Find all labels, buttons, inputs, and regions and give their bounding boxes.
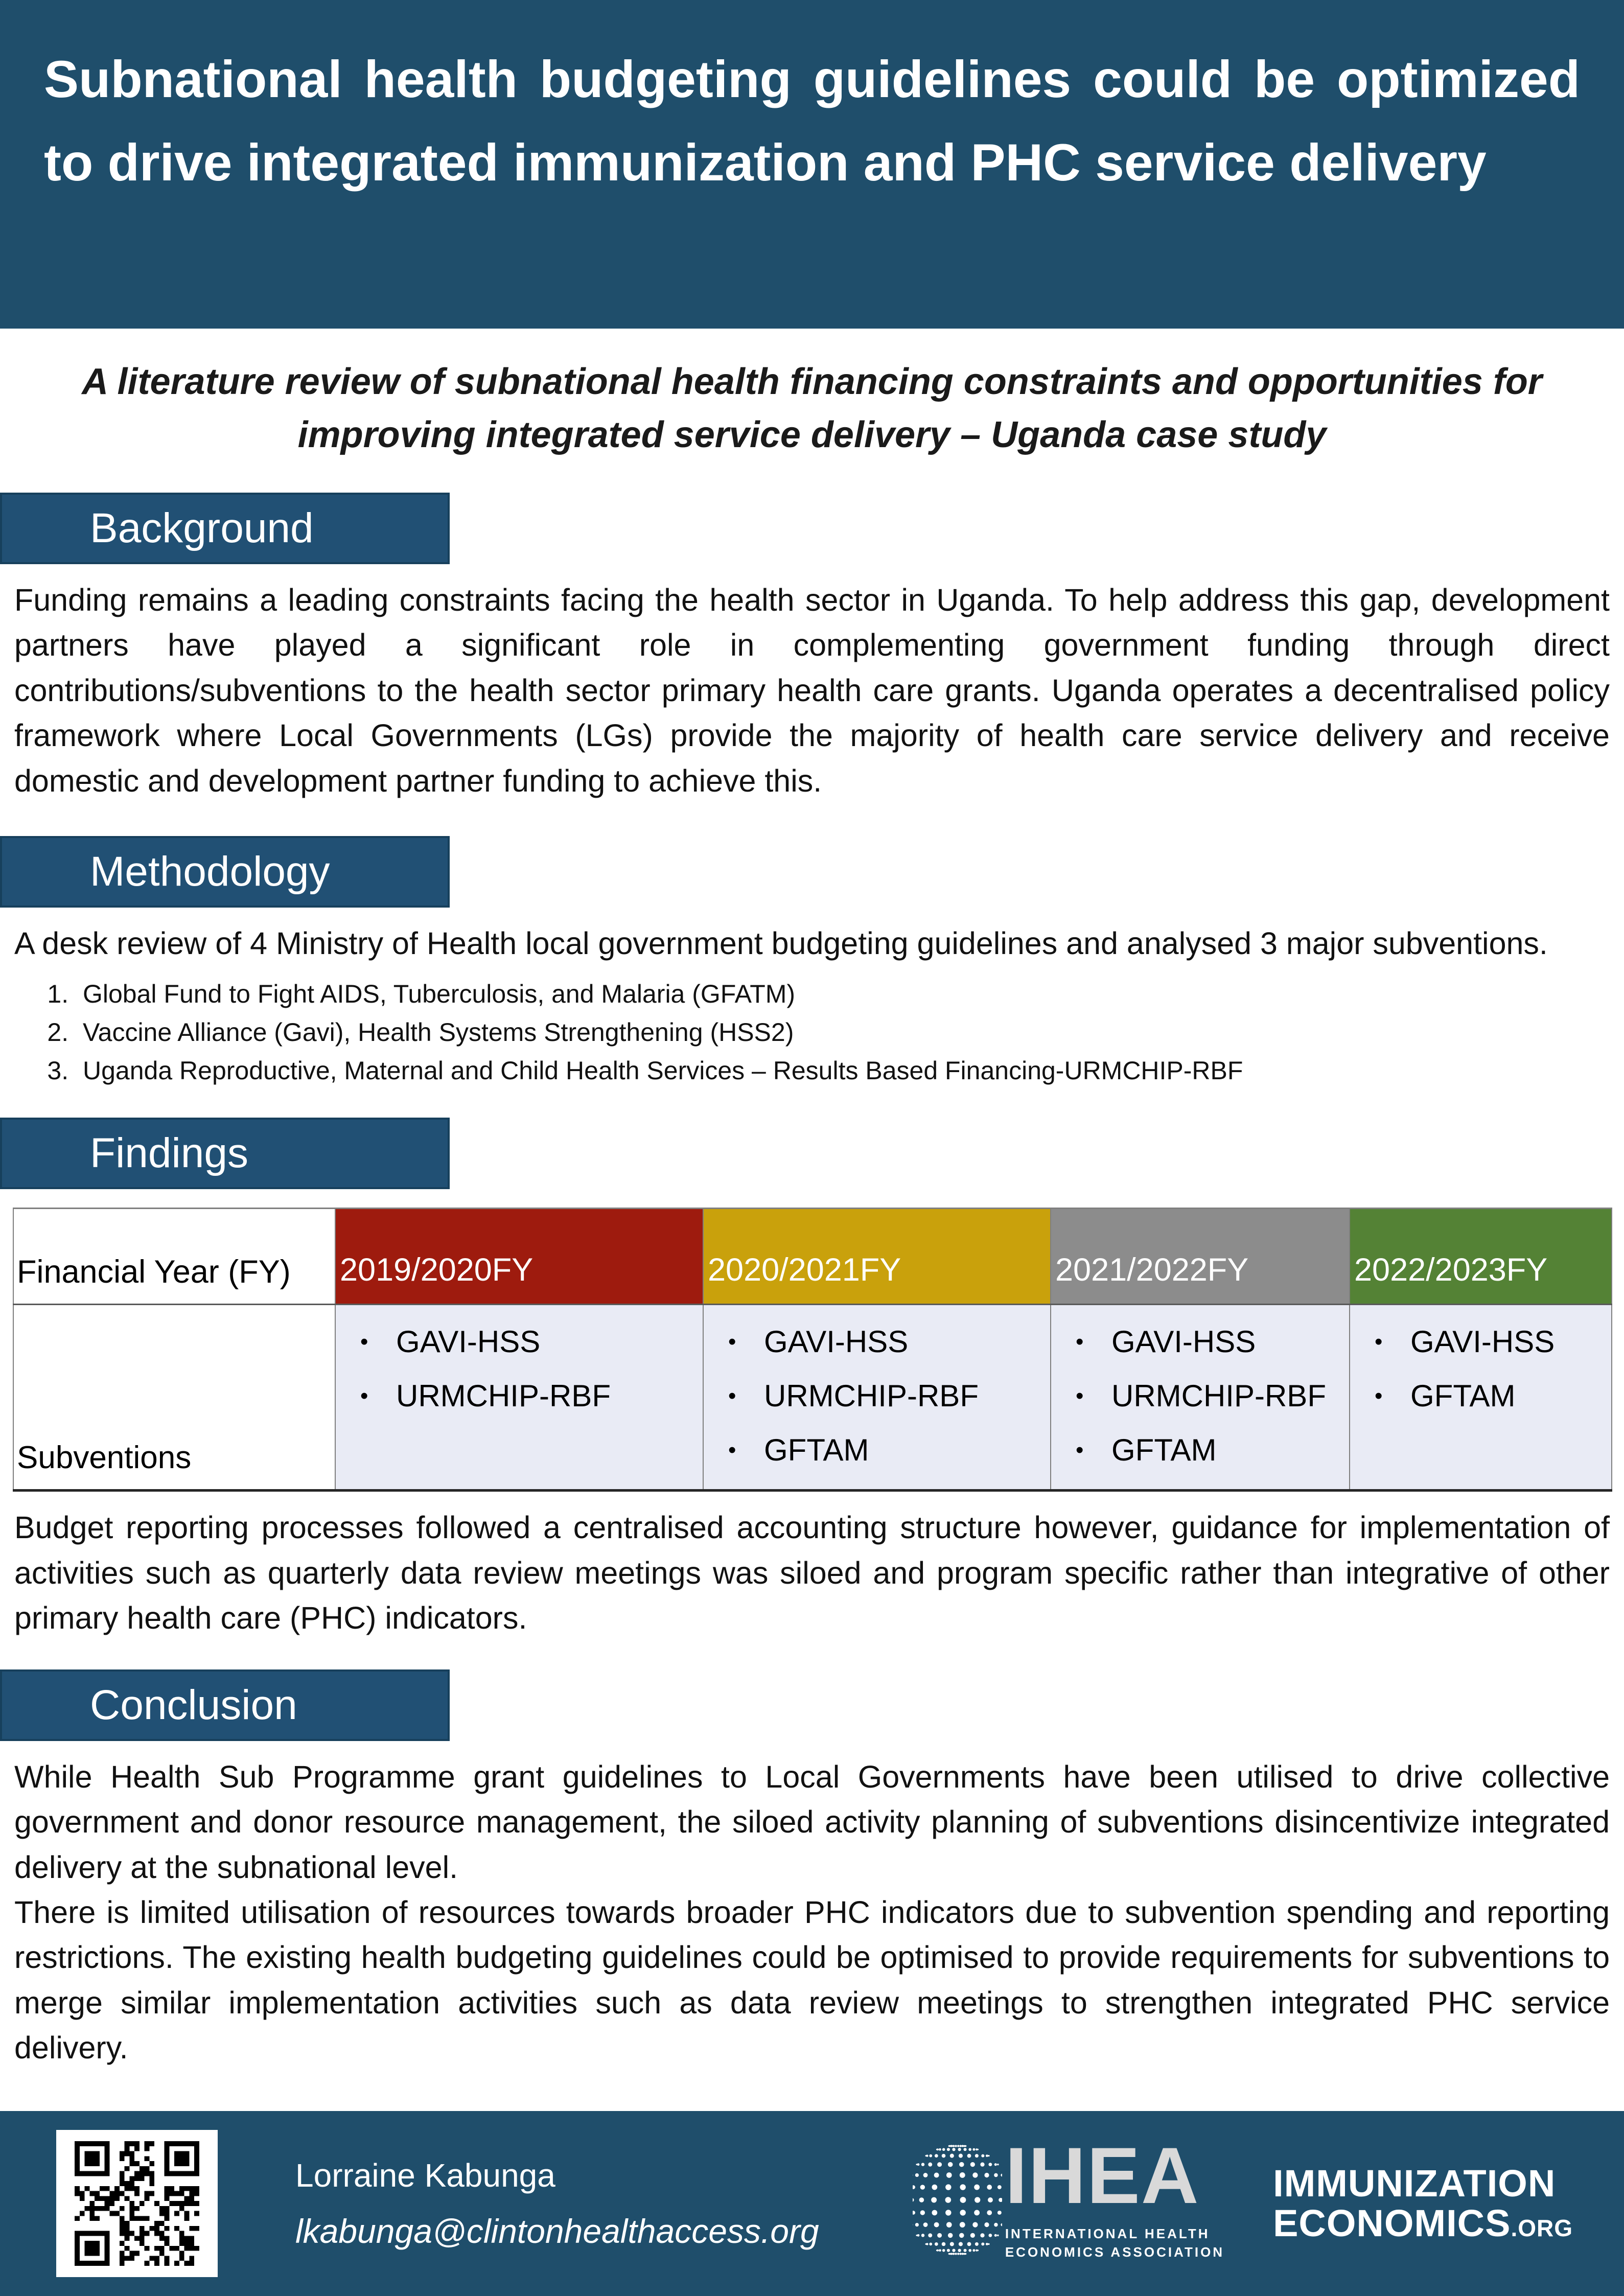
section-header-background: Background — [0, 493, 450, 564]
subvention-name: GAVI-HSS — [1410, 1325, 1555, 1359]
subvention-item — [728, 1381, 1050, 1411]
ihea-acronym: IHEA — [1005, 2131, 1200, 2220]
subventions-cell — [1051, 1305, 1350, 1491]
poster-subtitle: A literature review of subnational health financing constraints and opportunities for improving integrated service delivery – Uganda case study — [82, 361, 1542, 456]
subvention-item — [1076, 1381, 1349, 1411]
bullet-icon: • — [360, 1383, 368, 1409]
fy-header-cell: 2019/2020FY — [335, 1209, 703, 1305]
immunization-line: IMMUNIZATION — [1273, 2162, 1556, 2205]
list-item-urmchip-rbf: 3. Uganda Reproductive, Maternal and Child Health Services – Results Based Financing-URMCHIP-RBF — [76, 1052, 1593, 1090]
subvention-name: URMCHIP-RBF — [396, 1379, 611, 1413]
subvention-name: GAVI-HSS — [1111, 1325, 1256, 1359]
bullet-icon: • — [728, 1437, 736, 1463]
subvention-item — [1375, 1327, 1611, 1357]
subvention-name: GAVI-HSS — [764, 1325, 909, 1359]
bullet-icon: • — [728, 1329, 736, 1355]
fy-header-cell: 2020/2021FY — [703, 1209, 1051, 1305]
section-header-methodology: Methodology — [0, 836, 450, 908]
section-header-findings: Findings — [0, 1118, 450, 1189]
bullet-icon: • — [360, 1329, 368, 1355]
subvention-name: URMCHIP-RBF — [1111, 1379, 1326, 1413]
ihea-caption — [1005, 2224, 1224, 2262]
conclusion-paragraph-2: There is limited utilisation of resources towards broader PHC indicators due to subvention spending and reporting restrictions. The existing health budgeting guidelines could be optimised to provide requirements for subventions to merge similar implementation activities such as data review meetings to strengthen integrated PHC service delivery. — [14, 1895, 1610, 2066]
subvention-name: GFTAM — [764, 1433, 869, 1468]
subvention-item — [360, 1381, 703, 1411]
ihea-caption-line1: INTERNATIONAL HEALTH — [1005, 2225, 1210, 2241]
subventions-cell — [335, 1305, 703, 1491]
author-block — [295, 2159, 819, 2248]
fy-header-row — [13, 1209, 1612, 1305]
list-item-gavi-hss2: 2. Vaccine Alliance (Gavi), Health Systems Strengthening (HSS2) — [76, 1013, 1593, 1052]
subvention-name: GAVI-HSS — [396, 1325, 541, 1359]
subvention-name: URMCHIP-RBF — [764, 1379, 979, 1413]
bullet-icon: • — [1076, 1329, 1084, 1355]
subventions-row — [13, 1305, 1612, 1491]
poster-title: Subnational health budgeting guidelines could be optimized to drive integrated immunization and PHC service delivery — [44, 50, 1580, 192]
org-suffix: .ORG — [1511, 2215, 1573, 2241]
findings-table — [13, 1208, 1612, 1492]
subventions-cell — [703, 1305, 1051, 1491]
footer-band — [0, 2111, 1624, 2296]
findings-note-text: Budget reporting processes followed a centralised accounting structure however, guidance for implementation of activities such as quarterly data review meetings was siloed and program specific rather than integrative of other primary health care (PHC) indicators. — [14, 1510, 1610, 1636]
conclusion-text — [14, 1754, 1610, 2071]
bullet-icon: • — [728, 1383, 736, 1409]
qr-code — [56, 2130, 218, 2277]
list-item-gfatm: 1. Global Fund to Fight AIDS, Tuberculosis, and Malaria (GFATM) — [76, 975, 1593, 1013]
logo-cluster — [913, 2131, 1573, 2267]
economics-word: ECONOMICS — [1273, 2202, 1511, 2244]
fy-header-cell: 2022/2023FY — [1350, 1209, 1612, 1305]
author-email: lkabunga@clintonhealthaccess.org — [295, 2212, 819, 2250]
subvention-item — [728, 1435, 1050, 1466]
ihea-globe-icon — [913, 2140, 1002, 2267]
fy-header-cell: 2021/2022FY — [1051, 1209, 1350, 1305]
bullet-icon: • — [1375, 1383, 1383, 1409]
bullet-icon: • — [1076, 1437, 1084, 1463]
subvention-name: GFTAM — [1410, 1379, 1516, 1413]
financial-year-label: Financial Year (FY) — [13, 1209, 335, 1305]
subvention-item — [1076, 1327, 1349, 1357]
conclusion-paragraph-1: While Health Sub Programme grant guidelines to Local Governments have been utilised to drive collective government and donor resource management, the siloed activity planning of subventions disincentivize integrated delivery at the subnational level. — [14, 1759, 1610, 1885]
subventions-cell — [1350, 1305, 1612, 1491]
subvention-item — [1375, 1381, 1611, 1411]
economics-line — [1273, 2204, 1573, 2243]
section-header-conclusion: Conclusion — [0, 1669, 450, 1741]
subvention-item — [360, 1327, 703, 1357]
immunization-economics-logo — [1273, 2164, 1573, 2244]
methodology-text: A desk review of 4 Ministry of Health local government budgeting guidelines and analysed 3 major subventions. — [14, 925, 1548, 961]
subventions-list — [36, 975, 1593, 1090]
title-banner — [0, 0, 1624, 329]
ihea-text-column — [1005, 2131, 1225, 2261]
ihea-logo — [913, 2131, 1225, 2267]
subvention-item — [728, 1327, 1050, 1357]
background-text: Funding remains a leading constraints facing the health sector in Uganda. To help address this gap, development partners have played a significant role in complementing government funding through direct contributions/subventions to the health sector primary health care grants. Uganda operates a decentralised policy framework where Local Governments (LGs) provide the majority of health care service delivery and receive domestic and development partner funding to achieve this. — [14, 582, 1610, 798]
bullet-icon: • — [1375, 1329, 1383, 1355]
subvention-name: GFTAM — [1111, 1433, 1217, 1468]
subventions-label: Subventions — [13, 1305, 335, 1491]
subvention-item — [1076, 1435, 1349, 1466]
ihea-caption-line2: ECONOMICS ASSOCIATION — [1005, 2244, 1225, 2260]
author-name: Lorraine Kabunga — [295, 2157, 555, 2194]
bullet-icon: • — [1076, 1383, 1084, 1409]
